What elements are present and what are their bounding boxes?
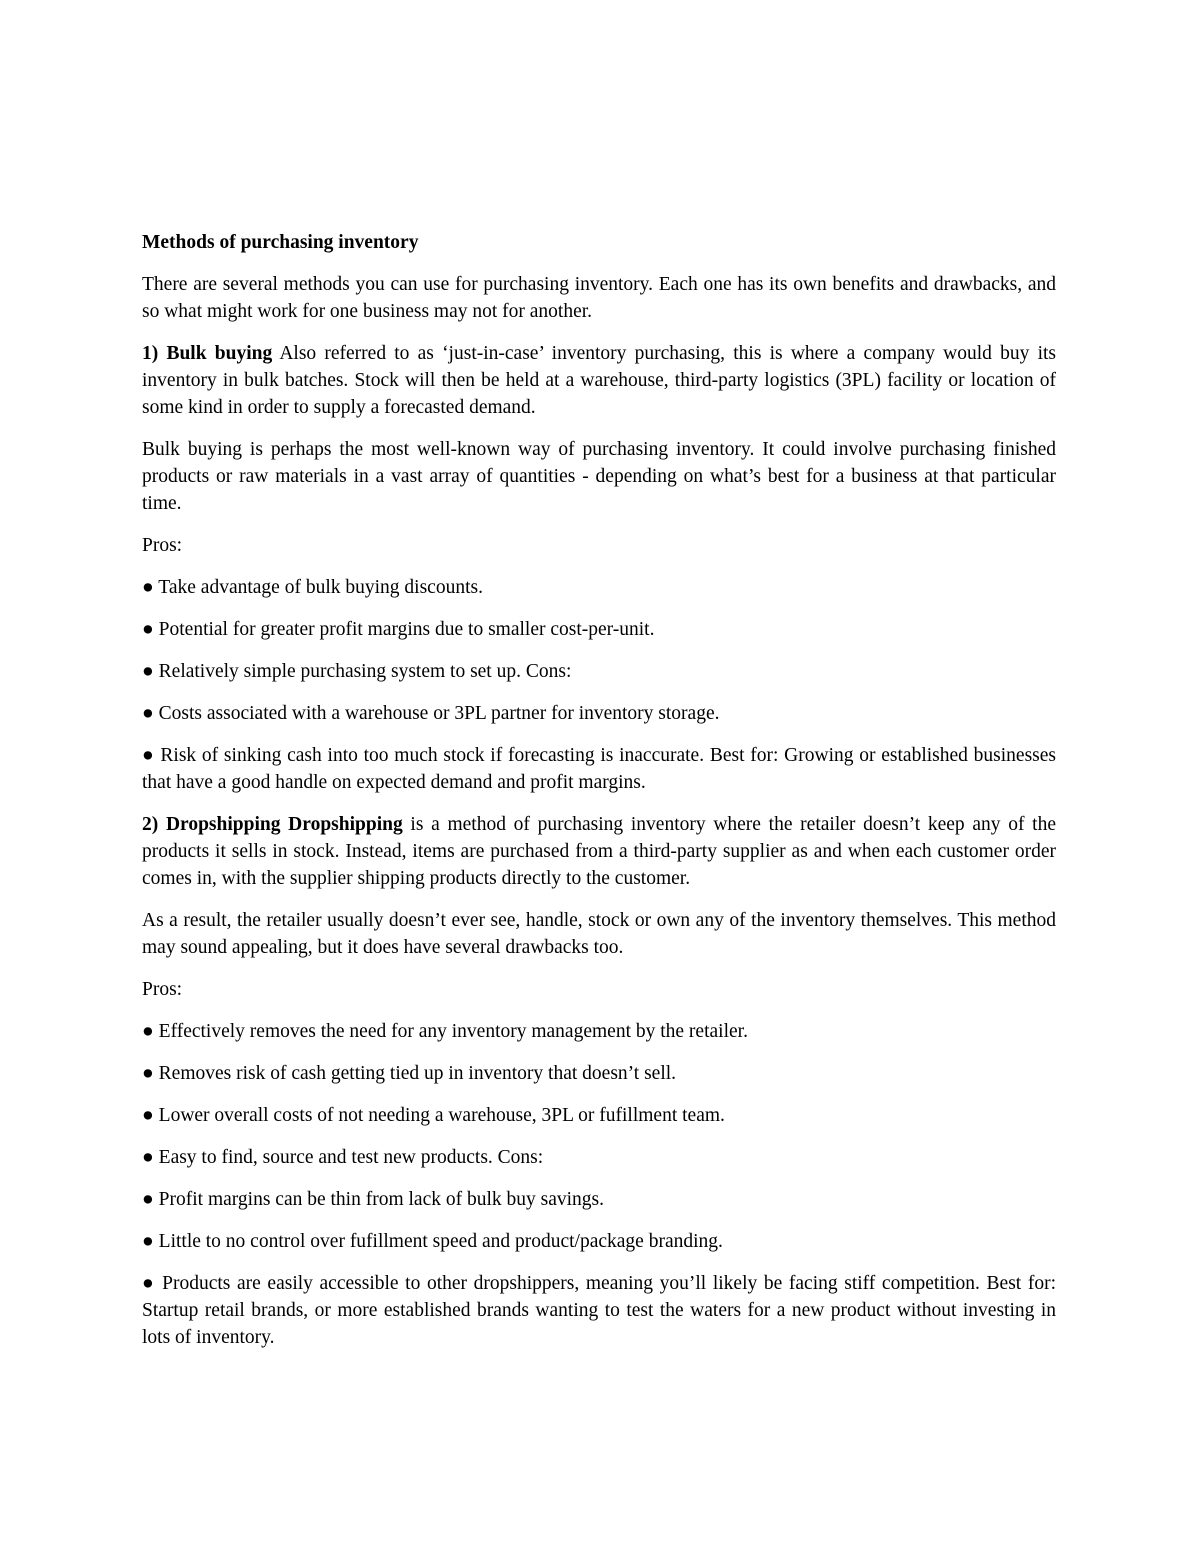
bulk-buying-intro [142,340,1056,421]
bulk-buying-heading: 1) Bulk buying [142,343,273,364]
bulk-buying-bullet: ● Relatively simple purchasing system to set up. Cons: [142,661,572,682]
document-body [142,229,1056,1366]
dropshipping-heading: 2) Dropshipping Dropshipping [142,814,403,835]
bulk-buying-pros-label: Pros: [142,535,183,556]
dropshipping-bullet: ● Effectively removes the need for any inventory management by the retailer. [142,1021,748,1042]
bulk-buying-bullet: ● Potential for greater profit margins due to smaller cost-per-unit. [142,619,655,640]
dropshipping-bullet: ● Profit margins can be thin from lack of bulk buy savings. [142,1189,605,1210]
bulk-buying-bullet: ● Take advantage of bulk buying discounts. [142,577,483,598]
dropshipping-bullet: ● Products are easily accessible to other dropshippers, meaning you’ll likely be facing stiff competition. Best for: Startup retail brands, or more established brands wanting to test the waters for a new product without investing in lots of inventory. [142,1273,1056,1348]
bulk-buying-paragraph-2: Bulk buying is perhaps the most well-known way of purchasing inventory. It could involve purchasing finished products or raw materials in a vast array of quantities - depending on what’s best for a business at that particular time. [142,439,1056,514]
bulk-buying-bullet: ● Risk of sinking cash into too much stock if forecasting is inaccurate. Best for: Growing or established businesses that have a good handle on expected demand and profit margins. [142,745,1056,793]
dropshipping-bullet: ● Lower overall costs of not needing a warehouse, 3PL or fufillment team. [142,1105,725,1126]
intro-paragraph: There are several methods you can use for purchasing inventory. Each one has its own benefits and drawbacks, and so what might work for one business may not for another. [142,274,1056,322]
dropshipping-bullet: ● Removes risk of cash getting tied up in inventory that doesn’t sell. [142,1063,677,1084]
bulk-buying-bullet: ● Costs associated with a warehouse or 3PL partner for inventory storage. [142,703,720,724]
document-title: Methods of purchasing inventory [142,232,419,253]
dropshipping-pros-label: Pros: [142,979,183,1000]
dropshipping-bullet: ● Little to no control over fufillment speed and product/package branding. [142,1231,723,1252]
bulk-buying-intro-text: Also referred to as ‘just-in-case’ inventory purchasing, this is where a company would buy its inventory in bulk batches. Stock will then be held at a warehouse, third-party logistics (3PL) facility or location of some kind in order to supply a forecasted demand. [142,343,1056,418]
dropshipping-intro [142,811,1056,892]
dropshipping-paragraph-2: As a result, the retailer usually doesn’t ever see, handle, stock or own any of the inventory themselves. This method may sound appealing, but it does have several drawbacks too. [142,910,1056,958]
dropshipping-bullet: ● Easy to find, source and test new products. Cons: [142,1147,544,1168]
dropshipping-intro-text: is a method of purchasing inventory where the retailer doesn’t keep any of the products it sells in stock. Instead, items are purchased from a third-party supplier as and when each customer order comes in, with the supplier shipping products directly to the customer. [142,814,1056,889]
